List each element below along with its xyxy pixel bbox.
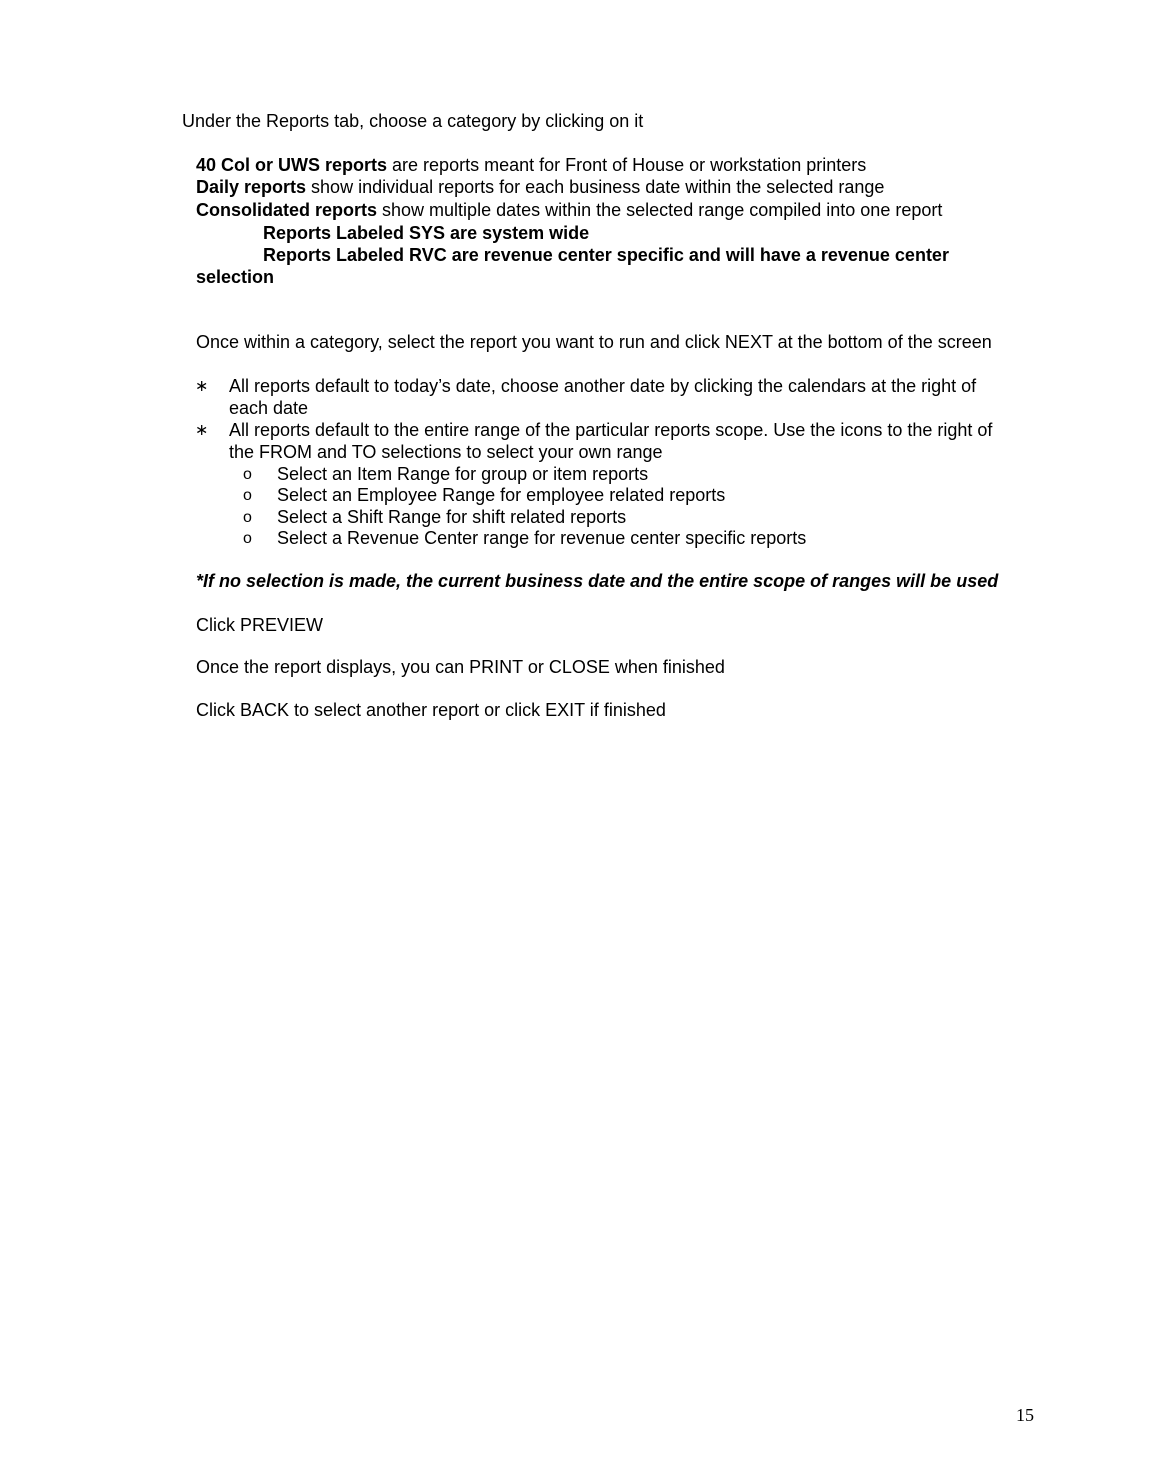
category-desc: show individual reports for each business date within the selected range <box>306 177 885 197</box>
category-desc: are reports meant for Front of House or workstation printers <box>387 155 867 175</box>
sub-bullet-marker: o <box>243 466 252 483</box>
rvc-label-note-cont: selection <box>196 267 275 287</box>
bullet-marker: ∗ <box>195 378 209 395</box>
default-selection-note: *If no selection is made, the current business date and the entire scope of ranges will be used <box>196 571 999 591</box>
bullet-item-date-line2: each date <box>229 398 309 418</box>
category-consolidated <box>196 199 942 221</box>
category-term: Consolidated reports <box>196 200 378 220</box>
bullet-marker: ∗ <box>195 422 209 439</box>
bullet-item-range-line2: the FROM and TO selections to select your own range <box>229 442 663 462</box>
bullet-item-range-line1: All reports default to the entire range of the particular reports scope. Use the icons to the right of <box>229 420 993 440</box>
sub-bullet-employee-range: Select an Employee Range for employee related reports <box>277 485 726 505</box>
sub-bullet-marker: o <box>243 530 252 547</box>
rvc-label-note: Reports Labeled RVC are revenue center specific and will have a revenue center <box>263 245 949 265</box>
intro-text: Under the Reports tab, choose a category by clicking on it <box>182 111 644 131</box>
category-term: Daily reports <box>196 177 307 197</box>
page-number: 15 <box>1016 1405 1034 1425</box>
step-print-close: Once the report displays, you can PRINT or CLOSE when finished <box>196 657 725 677</box>
sub-bullet-item-range: Select an Item Range for group or item reports <box>277 464 649 484</box>
sub-bullet-marker: o <box>243 509 252 526</box>
sub-bullet-marker: o <box>243 487 252 504</box>
step-back-exit: Click BACK to select another report or click EXIT if finished <box>196 700 666 720</box>
sub-bullet-shift-range: Select a Shift Range for shift related reports <box>277 507 627 527</box>
category-40col <box>196 154 866 176</box>
category-term: 40 Col or UWS reports <box>196 155 388 175</box>
category-desc: show multiple dates within the selected range compiled into one report <box>377 200 943 220</box>
select-instruction: Once within a category, select the report you want to run and click NEXT at the bottom of the screen <box>196 332 992 352</box>
sys-label-note: Reports Labeled SYS are system wide <box>263 223 590 243</box>
step-preview: Click PREVIEW <box>196 615 324 635</box>
sub-bullet-revenue-center-range: Select a Revenue Center range for revenue center specific reports <box>277 528 807 548</box>
category-daily <box>196 176 884 198</box>
bullet-item-date-line1: All reports default to today’s date, choose another date by clicking the calendars at the right of <box>229 376 977 396</box>
